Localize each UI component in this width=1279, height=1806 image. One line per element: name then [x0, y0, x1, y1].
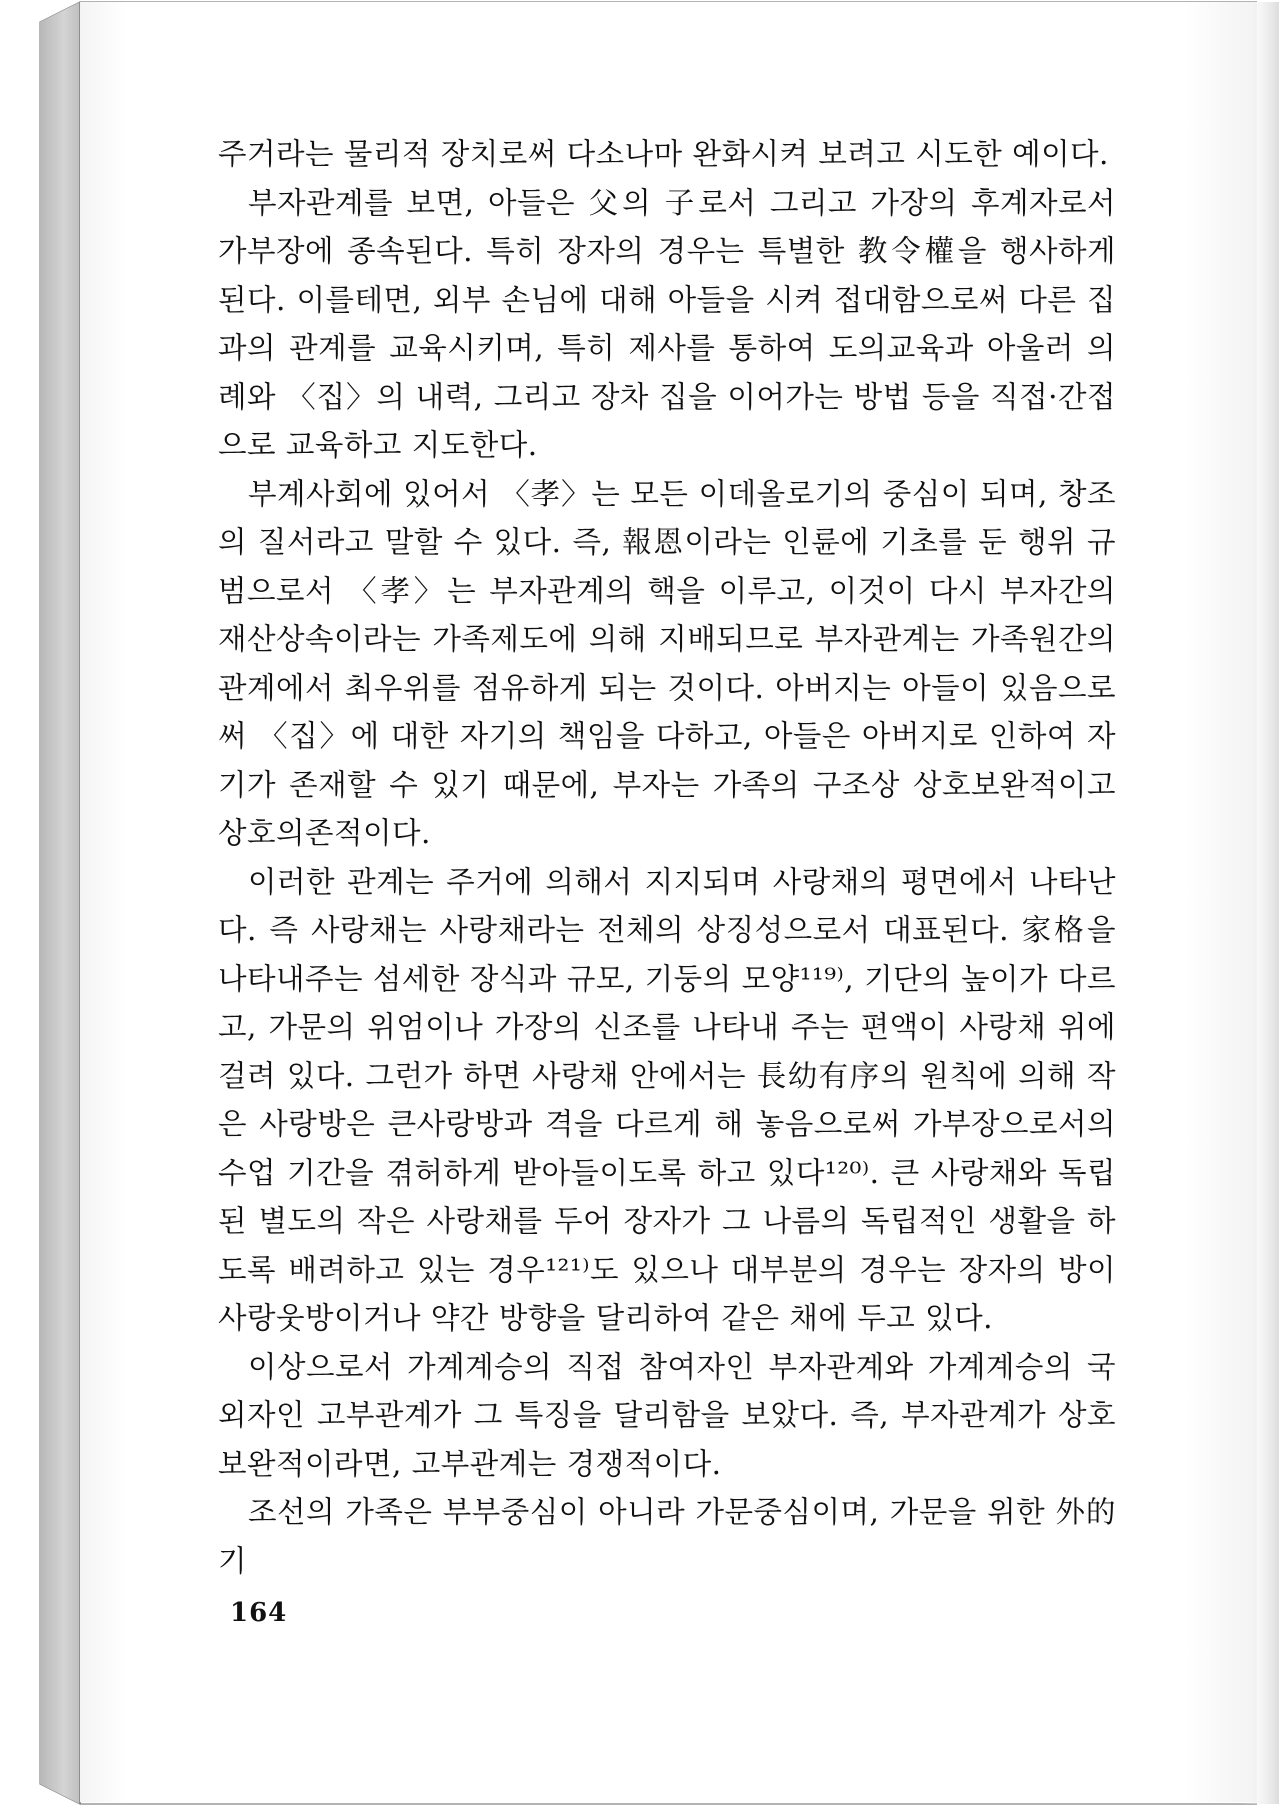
- paragraph: 이러한 관계는 주거에 의해서 지지되며 사랑채의 평면에서 나타난다. 즉 사랑채는 사랑채라는 전체의 상징성으로서 대표된다. 家格을 나타내주는 섬세한 장식과 규모, 기둥의 모양¹¹⁹⁾, 기단의 높이가 다르고, 가문의 위엄이나 가장의 신조를 나타내 주는 편액이 사랑채 위에 걸려 있다. 그런가 하면 사랑채 안에서는 長幼有序의 원칙에 의해 작은 사랑방은 큰사랑방과 격을 다르게 해 놓음으로써 가부장으로서의 수업 기간을 겪허하게 받아들이도록 하고 있다¹²⁰⁾. 큰 사랑채와 독립된 별도의 작은 사랑채를 두어 장자가 그 나름의 독립적인 생활을 하도록 배려하고 있는 경우¹²¹⁾도 있으나 대부분의 경우는 장자의 방이 사랑웃방이거나 약간 방향을 달리하여 같은 채에 두고 있다.: [218, 864, 1116, 1335]
- paragraph: 부계사회에 있어서 〈孝〉는 모든 이데올로기의 중심이 되며, 창조의 질서라고 말할 수 있다. 즉, 報恩이라는 인륜에 기초를 둔 행위 규범으로서 〈孝〉는 부자관계의 핵을 이루고, 이것이 다시 부자간의 재산상속이라는 가족제도에 의해 지배되므로 부자관계는 가족원간의 관계에서 최우위를 점유하게 되는 것이다. 아버지는 아들이 있음으로써 〈집〉에 대한 자기의 책임을 다하고, 아들은 아버지로 인하여 자기가 존재할 수 있기 때문에, 부자는 가족의 구조상 상호보완적이고 상호의존적이다.: [218, 476, 1116, 850]
- paragraph: 이상으로서 가계계승의 직접 참여자인 부자관계와 가계계승의 국외자인 고부관계가 그 특징을 달리함을 보았다. 즉, 부자관계가 상호보완적이라면, 고부관계는 경쟁적이다.: [218, 1349, 1116, 1481]
- paragraph: 조선의 가족은 부부중심이 아니라 가문중심이며, 가문을 위한 外的 기: [218, 1495, 1116, 1578]
- paragraph: 부자관계를 보면, 아들은 父의 子로서 그리고 가장의 후계자로서 가부장에 종속된다. 특히 장자의 경우는 특별한 教令權을 행사하게 된다. 이를테면, 외부 손님에 대해 아들을 시켜 접대함으로써 다른 집과의 관계를 교육시키며, 특히 제사를 통하여 도의교육과 아울러 의례와 〈집〉의 내력, 그리고 장차 집을 이어가는 방법 등을 직접·간접으로 교육하고 지도한다.: [218, 185, 1116, 462]
- page-number: 164: [230, 1598, 288, 1628]
- paragraph: 주거라는 물리적 장치로써 다소나마 완화시켜 보려고 시도한 예이다.: [218, 137, 1109, 171]
- body-text: [218, 130, 1116, 1585]
